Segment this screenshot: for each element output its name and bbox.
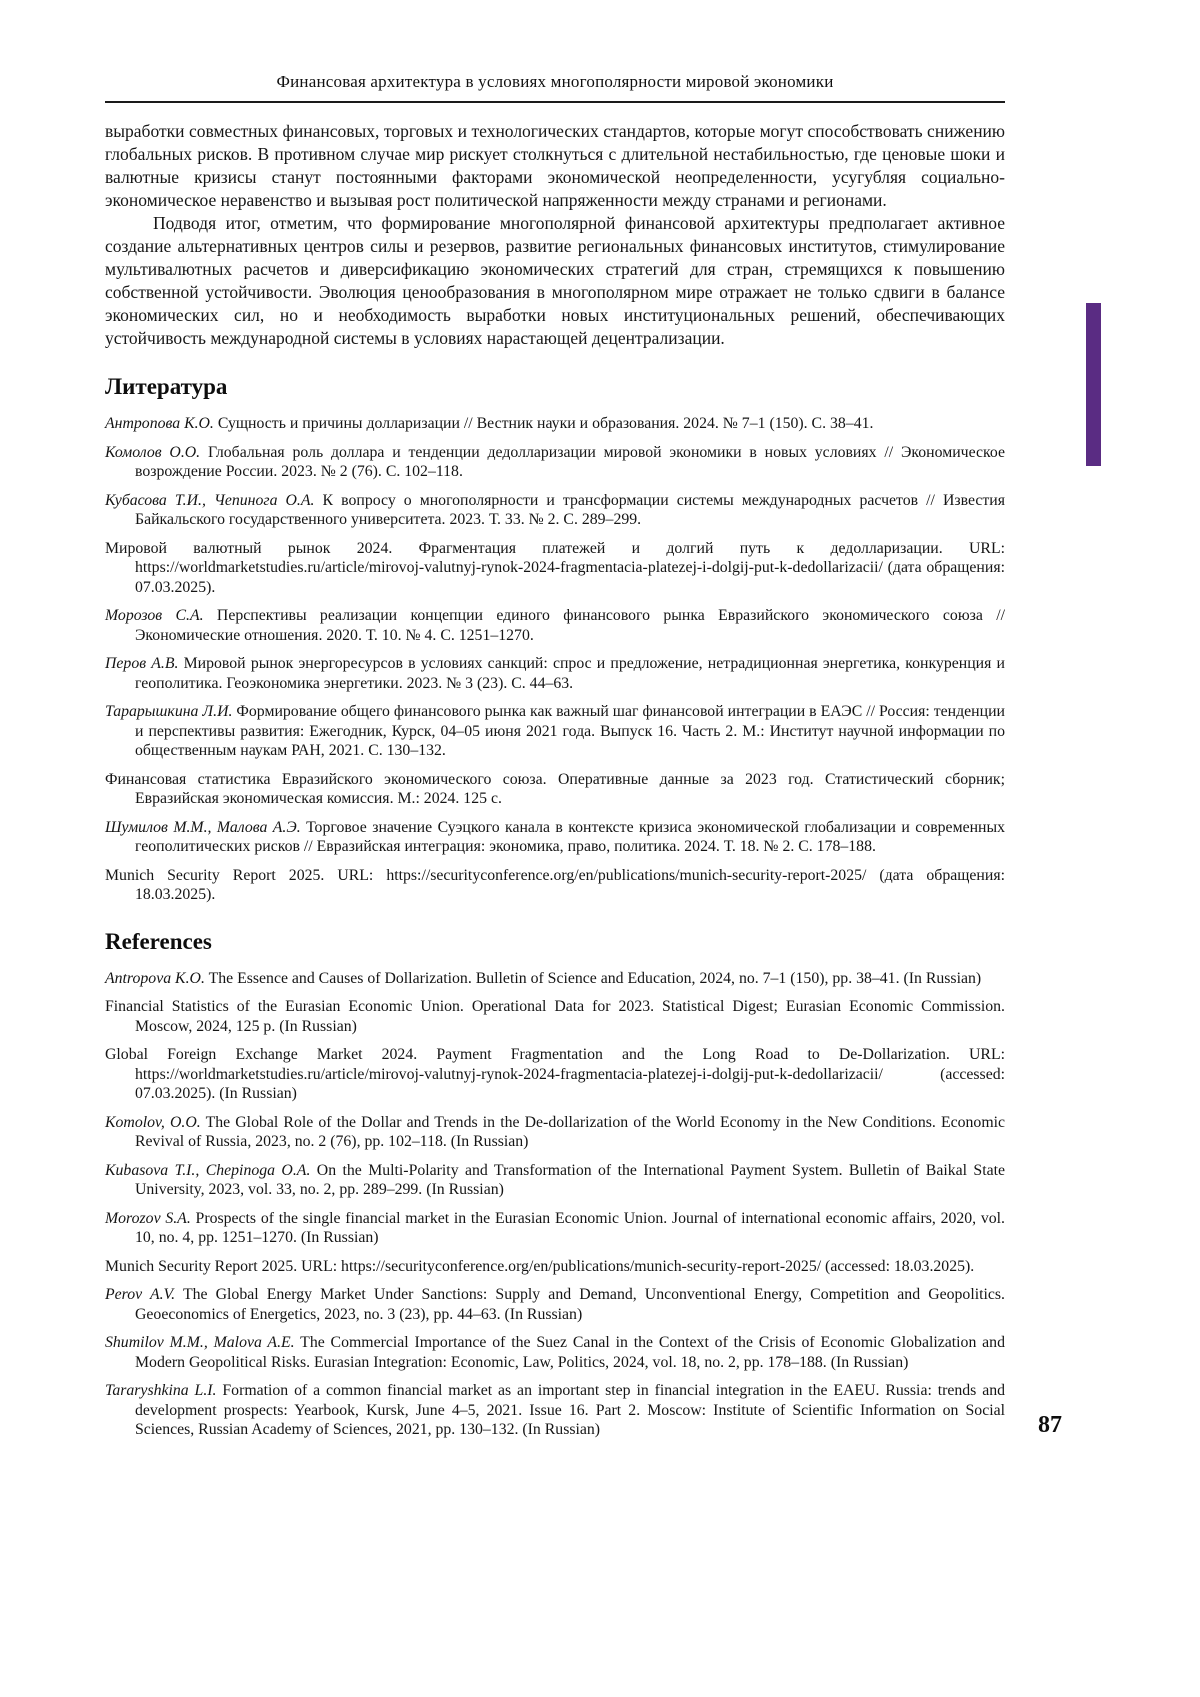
reference-text: The Global Role of the Dollar and Trends in the De-dollarization of the World Economy in the New Conditions. Economic Revival of Russia, 2023, no. 2 (76), pp. 102–118. (In Russian) <box>135 1113 1006 1150</box>
section-heading-literatura: Литература <box>105 374 228 399</box>
reference-item <box>105 414 1005 434</box>
page-number: 87 <box>1038 1412 1062 1438</box>
reference-item <box>105 702 1005 761</box>
reference-item <box>105 606 1005 645</box>
reference-authors: Shumilov M.M., Malova A.E. <box>105 1334 295 1351</box>
reference-item <box>105 1257 1005 1277</box>
reference-text: Global Foreign Exchange Market 2024. Payment Fragmentation and the Long Road to De-Dollarization. URL: https://worldmarketstudies.ru/article/mirovoj-valutnyj-rynok-2024-fragmentacia-platezej-i-dolgij-put-k-dedollarizacii/ (accessed: 07.03.2025). (In Russian) <box>105 1046 1005 1102</box>
reference-item <box>105 866 1005 905</box>
reference-authors: Тарарышкина Л.И. <box>105 703 233 720</box>
reference-item <box>105 491 1005 530</box>
reference-item <box>105 1333 1005 1372</box>
reference-item <box>105 1161 1005 1200</box>
reference-text: Формирование общего финансового рынка как важный шаг финансовой интеграции в ЕАЭС // Россия: тенденции и перспективы развития: Ежегодник, Курск, 04–05 июня 2021 года. Выпуск 16. Часть 2. М.: Институт научной информации по общественным наукам РАН, 2021. С. 130–132. <box>135 703 1005 759</box>
reference-text: Formation of a common financial market as an important step in financial integration in the EAEU. Russia: trends and development prospects: Yearbook, Kursk, June 4–5, 2021. Issue 16. Part 2. Moscow: Institute of Scientific Information on Social Sciences, Russian Academy of Sciences, 2021, pp. 130–132. (In Russian) <box>135 1382 1006 1438</box>
reference-item <box>105 1285 1005 1324</box>
reference-authors: Tararyshkina L.I. <box>105 1382 217 1399</box>
reference-authors: Perov A.V. <box>105 1286 176 1303</box>
reference-text: The Commercial Importance of the Suez Canal in the Context of the Crisis of Economic Globalization and Modern Geopolitical Risks. Eurasian Integration: Economic, Law, Politics, 2024, vol. 18, no. 2, pp. 178–188. (In Russian) <box>135 1334 1005 1371</box>
reference-text: Prospects of the single financial market in the Eurasian Economic Union. Journal of international economic affairs, 2020, vol. 10, no. 4, pp. 1251–1270. (In Russian) <box>135 1209 1005 1246</box>
reference-text: On the Multi-Polarity and Transformation of the International Payment System. Bulletin of Baikal State University, 2023, vol. 33, no. 2, pp. 289–299. (In Russian) <box>135 1161 1005 1198</box>
reference-authors: Комолов О.О. <box>105 443 201 461</box>
reference-item <box>105 1381 1005 1440</box>
running-header: Финансовая архитектура в условиях многополярности мировой экономики <box>276 72 834 91</box>
reference-item <box>105 770 1005 809</box>
header-rule <box>105 101 1005 103</box>
reference-item <box>105 1045 1005 1104</box>
reference-item <box>105 969 1005 989</box>
reference-authors: Морозов С.А. <box>105 607 204 624</box>
reference-text: Сущность и причины долларизации // Вестник науки и образования. 2024. № 7–1 (150). С. 38–41. <box>217 415 874 432</box>
reference-text: Финансовая статистика Евразийского экономического союза. Оперативные данные за 2023 год. Статистический сборник; Евразийская экономическая комиссия. М.: 2024. 125 с. <box>105 770 1005 807</box>
section-tab-marker <box>1086 303 1101 466</box>
reference-text: Мировой рынок энергоресурсов в условиях санкций: спрос и предложение, нетрадиционная энергетика, конкуренция и геополитика. Геоэкономика энергетики. 2023. № 3 (23). С. 44–63. <box>135 655 1005 692</box>
reference-authors: Antropova K.O. <box>105 969 205 987</box>
reference-authors: Komolov, O.O. <box>105 1113 201 1131</box>
reference-item <box>105 1209 1005 1248</box>
body-paragraph: выработки совместных финансовых, торговых и технологических стандартов, которые могут способствовать снижению глобальных рисков. В противном случае мир рискует столкнуться с длительной нестабильностью, где ценовые шоки и валютные кризисы станут постоянными факторами экономической неопределенности, усугубляя социально-экономическое неравенство и вызывая рост политической напряженности между странами и регионами. <box>105 121 1005 210</box>
reference-authors: Кубасова Т.И., Чепинога О.А. <box>105 491 315 509</box>
reference-authors: Перов А.В. <box>105 655 179 672</box>
reference-authors: Шумилов М.М., Малова А.Э. <box>105 818 301 836</box>
body-paragraph: Подводя итог, отметим, что формирование многополярной финансовой архитектуры предполагает активное создание альтернативных центров силы и резервов, развитие региональных финансовых институтов, стимулирование мультивалютных расчетов и диверсификацию экономических стратегий для стран, стремящихся к повышению собственной устойчивости. Эволюция ценообразования в многополярном мире отражает не только сдвиги в балансе экономических сил, но и необходимость выработки новых институциональных решений, обеспечивающих устойчивость международной системы в условиях нарастающей децентрализации. <box>105 213 1005 348</box>
reference-item <box>105 818 1005 857</box>
reference-text: К вопросу о многополярности и трансформации системы международных расчетов // Известия Байкальского государственного университета. 2023. Т. 33. № 2. С. 289–299. <box>135 491 1006 528</box>
reference-item <box>105 539 1005 598</box>
reference-text: Перспективы реализации концепции единого финансового рынка Евразийского экономического союза // Экономические отношения. 2020. Т. 10. № 4. С. 1251–1270. <box>135 607 1005 644</box>
reference-authors: Антропова К.О. <box>105 415 214 432</box>
reference-item <box>105 654 1005 693</box>
literatura-list <box>105 414 1005 905</box>
reference-text: Мировой валютный рынок 2024. Фрагментация платежей и долгий путь к дедолларизации. URL: https://worldmarketstudies.ru/article/mirovoj-valutnyj-rynok-2024-fragmentacia-platezej-i-dolgij-put-k-dedollarizacii/ (дата обращения: 07.03.2025). <box>105 539 1005 596</box>
reference-authors: Kubasova T.I., Chepinoga O.A. <box>105 1161 311 1179</box>
reference-authors: Morozov S.A. <box>105 1209 191 1227</box>
reference-text: Munich Security Report 2025. URL: https://securityconference.org/en/publications/munich-security-report-2025/ (дата обращения: 18.03.2025). <box>105 866 1005 903</box>
body-text <box>105 120 1005 350</box>
reference-item <box>105 443 1005 482</box>
section-heading-references: References <box>105 928 212 954</box>
reference-text: Торговое значение Суэцкого канала в контексте кризиса экономической глобализации и современных геополитических рисков // Евразийская интеграция: экономика, право, политика. 2024. Т. 18. № 2. С. 178–188. <box>135 818 1005 855</box>
reference-text: The Essence and Causes of Dollarization. Bulletin of Science and Education, 2024, no. 7–1 (150), pp. 38–41. (In Russian) <box>208 969 982 987</box>
reference-text: The Global Energy Market Under Sanctions: Supply and Demand, Unconventional Energy, Competition and Geopolitics. Geoeconomics of Energetics, 2023, no. 3 (23), pp. 44–63. (In Russian) <box>135 1286 1005 1323</box>
reference-text: Глобальная роль доллара и тенденции дедолларизации мировой экономики в новых условиях // Экономическое возрождение России. 2023. № 2 (76). С. 102–118. <box>135 443 1005 480</box>
reference-text: Munich Security Report 2025. URL: https://securityconference.org/en/publications/munich-security-report-2025/ (accessed: 18.03.2025). <box>105 1257 975 1275</box>
reference-item <box>105 1113 1005 1152</box>
content-column <box>105 0 1005 1449</box>
references-list <box>105 969 1005 1440</box>
reference-item <box>105 997 1005 1036</box>
reference-text: Financial Statistics of the Eurasian Economic Union. Operational Data for 2023. Statistical Digest; Eurasian Economic Commission. Moscow, 2024, 125 p. (In Russian) <box>105 998 1005 1035</box>
